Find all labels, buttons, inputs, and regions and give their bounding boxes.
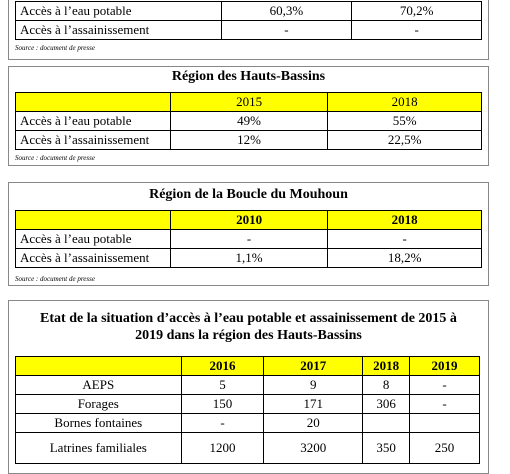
- panel-title: [9, 310, 488, 344]
- row-label: Accès à l’eau potable: [16, 112, 171, 131]
- cell-value: 60,3%: [221, 2, 352, 21]
- row-label: Accès à l’eau potable: [16, 230, 171, 249]
- header-empty-cell: [16, 93, 171, 112]
- year-header: 2015: [170, 93, 328, 112]
- cell-value: 18,2%: [328, 249, 482, 268]
- cell-value: 3200: [264, 433, 363, 464]
- panel-national: [8, 0, 489, 60]
- row-label: AEPS: [16, 376, 182, 395]
- year-header: 2016: [181, 357, 264, 376]
- title-line-2: 2019 dans la région des Hauts-Bassins: [135, 328, 362, 343]
- panel-situation-2015-2019: [8, 300, 489, 474]
- row-label: Latrines familiales: [16, 433, 182, 464]
- cell-value: 12%: [170, 131, 328, 150]
- year-header: 2019: [410, 357, 480, 376]
- cell-value: 1200: [181, 433, 264, 464]
- cell-value: -: [410, 376, 480, 395]
- access-table-1: [15, 1, 482, 40]
- panel-title: Région de la Boucle du Mouhoun: [149, 187, 348, 202]
- cell-value: -: [181, 414, 264, 433]
- cell-value: [410, 414, 480, 433]
- row-label: Accès à l’eau potable: [16, 2, 222, 21]
- cell-value: 70,2%: [352, 2, 482, 21]
- cell-value: -: [170, 230, 328, 249]
- table-row: [16, 395, 480, 414]
- cell-value: 150: [181, 395, 264, 414]
- title-line-1: Etat de la situation d’accès à l’eau potable et assainissement de 2015 à: [40, 311, 457, 326]
- year-header: 2010: [170, 211, 328, 230]
- table-header-row: [16, 211, 482, 230]
- cell-value: 171: [264, 395, 363, 414]
- source-note: Source : document de presse: [15, 275, 95, 283]
- cell-value: 55%: [328, 112, 482, 131]
- year-header: 2018: [328, 93, 482, 112]
- table-row: [16, 21, 482, 40]
- row-label: Accès à l’assainissement: [16, 249, 171, 268]
- source-note: Source : document de presse: [15, 44, 95, 52]
- cell-value: -: [352, 21, 482, 40]
- row-label: Bornes fontaines: [16, 414, 182, 433]
- header-empty-cell: [16, 211, 171, 230]
- row-label: Accès à l’assainissement: [16, 21, 222, 40]
- cell-value: 250: [410, 433, 480, 464]
- cell-value: [363, 414, 410, 433]
- row-label: Forages: [16, 395, 182, 414]
- panel-hauts-bassins: [8, 66, 489, 166]
- year-header: 2017: [264, 357, 363, 376]
- table-header-row: [16, 93, 482, 112]
- cell-value: 8: [363, 376, 410, 395]
- table-row: [16, 230, 482, 249]
- table-row: [16, 112, 482, 131]
- cell-value: 306: [363, 395, 410, 414]
- access-table-3: [15, 210, 482, 268]
- table-header-row: [16, 357, 480, 376]
- header-empty-cell: [16, 357, 182, 376]
- situation-table: [15, 356, 480, 464]
- table-row: [16, 249, 482, 268]
- panel-title: Région des Hauts-Bassins: [171, 69, 326, 84]
- cell-value: 350: [363, 433, 410, 464]
- cell-value: -: [410, 395, 480, 414]
- table-row: [16, 376, 480, 395]
- panel-boucle-du-mouhoun: [8, 182, 489, 286]
- table-row: [16, 433, 480, 464]
- cell-value: 1,1%: [170, 249, 328, 268]
- cell-value: 5: [181, 376, 264, 395]
- row-label: Accès à l’assainissement: [16, 131, 171, 150]
- year-header: 2018: [363, 357, 410, 376]
- cell-value: 22,5%: [328, 131, 482, 150]
- table-row: [16, 2, 482, 21]
- access-table-2: [15, 92, 482, 150]
- cell-value: -: [328, 230, 482, 249]
- year-header: 2018: [328, 211, 482, 230]
- table-row: [16, 131, 482, 150]
- cell-value: 49%: [170, 112, 328, 131]
- cell-value: -: [221, 21, 352, 40]
- cell-value: 20: [264, 414, 363, 433]
- cell-value: 9: [264, 376, 363, 395]
- table-row: [16, 414, 480, 433]
- source-note: Source : document de presse: [15, 154, 95, 162]
